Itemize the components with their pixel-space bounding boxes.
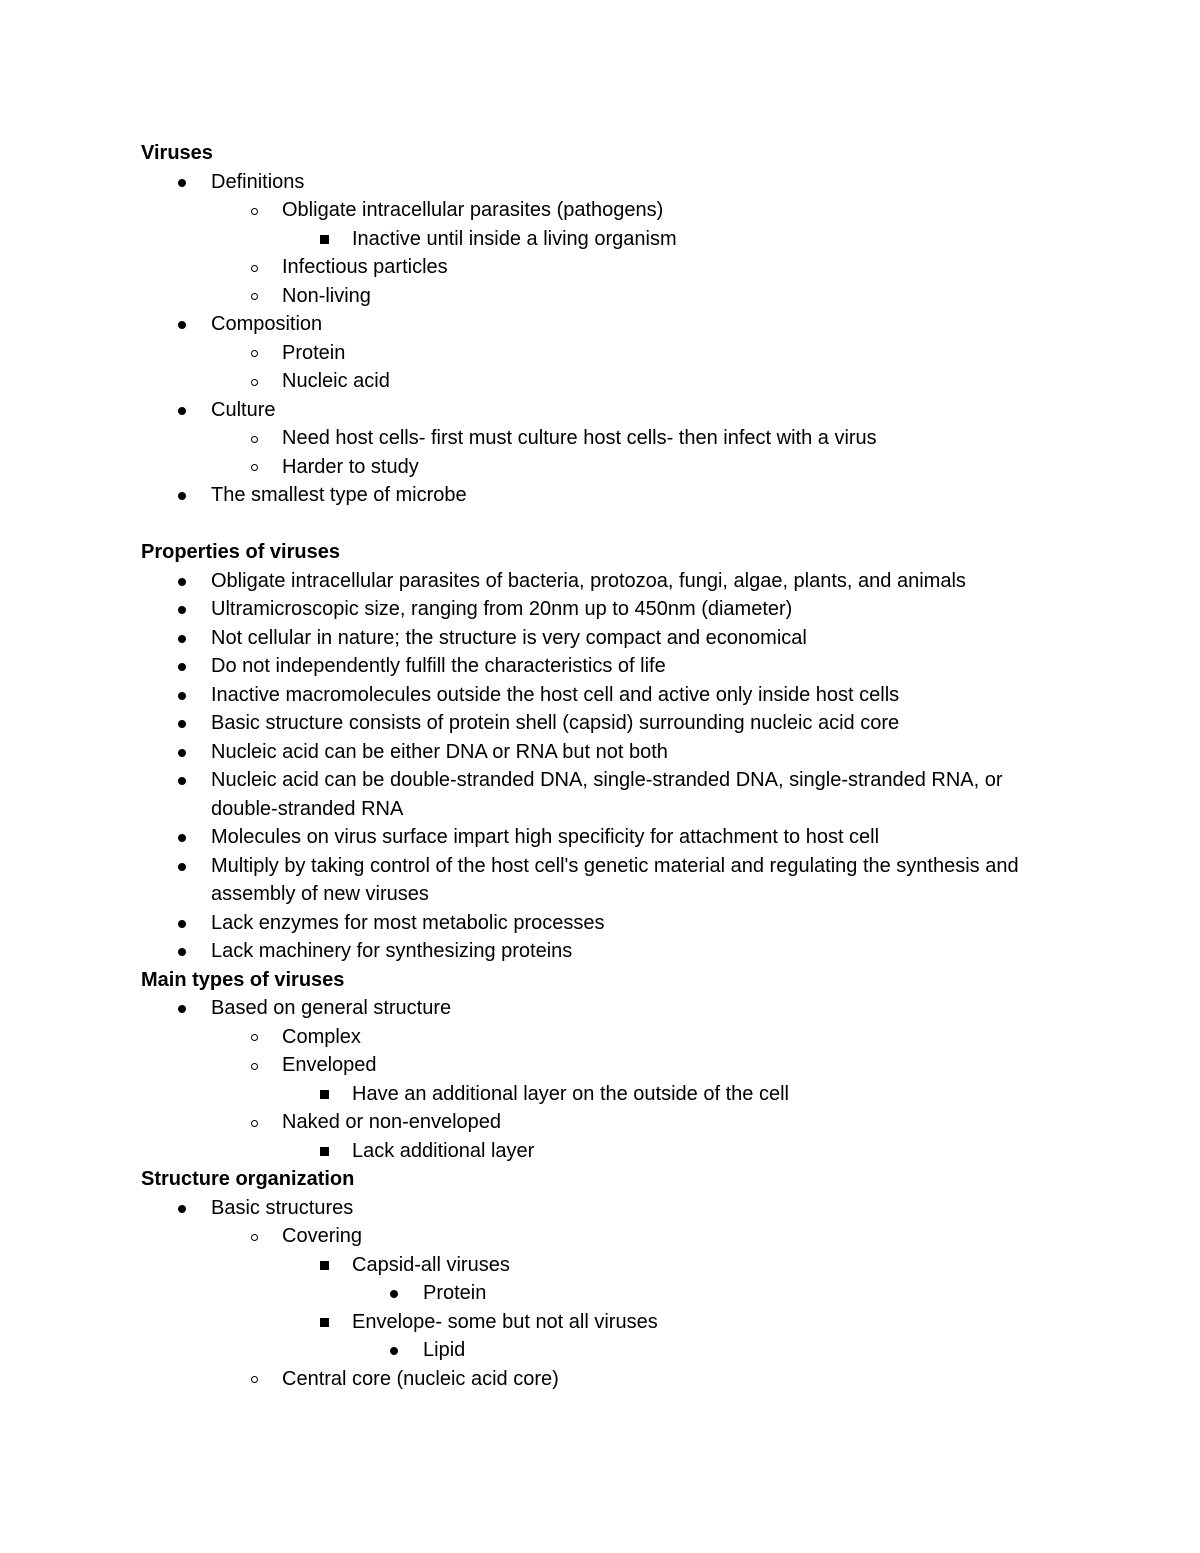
bullet-circle-icon bbox=[244, 1051, 264, 1080]
list-item bbox=[141, 595, 1061, 624]
bullet-dot-icon bbox=[172, 766, 192, 795]
section-spacer bbox=[141, 510, 1061, 539]
list-item-text: Lack machinery for synthesizing proteins bbox=[211, 940, 573, 962]
list-item-text: Basic structures bbox=[211, 1196, 354, 1219]
bullet-circle-icon bbox=[244, 1222, 264, 1251]
list-item bbox=[141, 1279, 1061, 1308]
list-item bbox=[141, 1051, 1061, 1080]
list-item-text: Non-living bbox=[282, 284, 371, 307]
bullet-square-icon bbox=[314, 225, 334, 254]
list-item bbox=[141, 994, 1061, 1023]
list-item bbox=[141, 1137, 1061, 1166]
list-item bbox=[141, 168, 1061, 197]
bullet-dot-icon bbox=[172, 481, 192, 510]
list-item bbox=[141, 1365, 1061, 1394]
list-item-text: Naked or non-enveloped bbox=[282, 1111, 502, 1133]
bullet-dot-icon bbox=[172, 624, 192, 653]
bullet-circle-icon bbox=[244, 1365, 264, 1394]
list-item bbox=[141, 709, 1061, 738]
list-item bbox=[141, 681, 1061, 710]
list-item-text: Basic structure consists of protein shell (capsid) surrounding nucleic acid core bbox=[211, 712, 900, 734]
list-item-text: Ultramicroscopic size, ranging from 20nm up to 450nm (diameter) bbox=[211, 598, 793, 620]
bullet-circle-icon bbox=[244, 282, 264, 311]
bullet-dot-icon bbox=[172, 1194, 192, 1223]
bullet-dot-icon bbox=[172, 168, 192, 197]
list-item bbox=[141, 652, 1061, 681]
section-heading: Viruses bbox=[141, 142, 213, 164]
bullet-circle-icon bbox=[244, 424, 264, 453]
list-item-text: Not cellular in nature; the structure is very compact and economical bbox=[211, 626, 807, 649]
list-item-text: Enveloped bbox=[282, 1054, 377, 1076]
list-item-text: Have an additional layer on the outside of the cell bbox=[352, 1082, 789, 1105]
section-heading: Structure organization bbox=[141, 1168, 355, 1190]
list-item-text: Definitions bbox=[211, 170, 305, 193]
bullet-dot-icon bbox=[172, 738, 192, 767]
bullet-dot-icon bbox=[172, 310, 192, 339]
section-heading: Properties of viruses bbox=[141, 541, 340, 563]
list-item bbox=[141, 1108, 1061, 1137]
bullet-circle-icon bbox=[244, 367, 264, 396]
list-item-text: Complex bbox=[282, 1025, 361, 1048]
list-item bbox=[141, 196, 1061, 225]
list-item bbox=[141, 1194, 1061, 1223]
list-item-text: Envelope- some but not all viruses bbox=[352, 1310, 658, 1333]
list-item-text: Protein bbox=[423, 1282, 487, 1304]
list-item-text: Nucleic acid bbox=[282, 370, 390, 392]
bullet-square-icon bbox=[314, 1308, 334, 1337]
bullet-dot-icon bbox=[172, 937, 192, 966]
list-item-text: Composition bbox=[211, 313, 323, 335]
bullet-dot-icon bbox=[172, 652, 192, 681]
list-item bbox=[141, 937, 1061, 966]
list-item bbox=[141, 1308, 1061, 1337]
list-item-text: Infectious particles bbox=[282, 256, 448, 278]
bullet-dot-icon bbox=[384, 1336, 404, 1365]
list-item-text: Central core (nucleic acid core) bbox=[282, 1367, 559, 1390]
list-item bbox=[141, 738, 1061, 767]
list-item-text: Nucleic acid can be double-stranded DNA, single-stranded DNA, single-stranded RNA, or double-stranded RNA bbox=[211, 769, 1003, 820]
list-item-text: Based on general structure bbox=[211, 997, 452, 1019]
section-heading: Main types of viruses bbox=[141, 968, 345, 991]
list-item-text: Lack enzymes for most metabolic processes bbox=[211, 911, 605, 934]
list-item bbox=[141, 225, 1061, 254]
bullet-circle-icon bbox=[244, 339, 264, 368]
list-item bbox=[141, 453, 1061, 482]
bullet-dot-icon bbox=[172, 681, 192, 710]
list-item bbox=[141, 1023, 1061, 1052]
bullet-dot-icon bbox=[172, 909, 192, 938]
list-item-text: Obligate intracellular parasites (pathogens) bbox=[282, 199, 664, 221]
list-item bbox=[141, 624, 1061, 653]
bullet-dot-icon bbox=[172, 823, 192, 852]
bullet-dot-icon bbox=[172, 852, 192, 881]
list-item bbox=[141, 424, 1061, 453]
list-item-text: Harder to study bbox=[282, 455, 419, 478]
list-item bbox=[141, 1080, 1061, 1109]
bullet-dot-icon bbox=[172, 994, 192, 1023]
list-item bbox=[141, 1336, 1061, 1365]
list-item bbox=[141, 1222, 1061, 1251]
list-item-text: Nucleic acid can be either DNA or RNA but not both bbox=[211, 740, 668, 763]
list-item bbox=[141, 310, 1061, 339]
list-item bbox=[141, 396, 1061, 425]
list-item bbox=[141, 567, 1061, 596]
list-item bbox=[141, 1251, 1061, 1280]
bullet-circle-icon bbox=[244, 453, 264, 482]
list-item-text: The smallest type of microbe bbox=[211, 484, 467, 506]
list-item-text: Covering bbox=[282, 1225, 363, 1247]
bullet-dot-icon bbox=[172, 595, 192, 624]
list-item bbox=[141, 282, 1061, 311]
bullet-circle-icon bbox=[244, 1023, 264, 1052]
bullet-dot-icon bbox=[172, 709, 192, 738]
document-page bbox=[141, 139, 1061, 1393]
bullet-dot-icon bbox=[172, 567, 192, 596]
bullet-square-icon bbox=[314, 1251, 334, 1280]
list-item bbox=[141, 339, 1061, 368]
list-item-text: Culture bbox=[211, 398, 276, 421]
bullet-square-icon bbox=[314, 1080, 334, 1109]
bullet-square-icon bbox=[314, 1137, 334, 1166]
list-item bbox=[141, 481, 1061, 510]
list-item-text: Obligate intracellular parasites of bacteria, protozoa, fungi, algae, plants, and animals bbox=[211, 569, 966, 592]
list-item bbox=[141, 852, 1061, 909]
list-item-text: Inactive macromolecules outside the host cell and active only inside host cells bbox=[211, 683, 900, 706]
list-item bbox=[141, 766, 1061, 823]
list-item-text: Need host cells- first must culture host cells- then infect with a virus bbox=[282, 427, 877, 449]
list-item bbox=[141, 909, 1061, 938]
list-item-text: Do not independently fulfill the characteristics of life bbox=[211, 655, 666, 677]
list-item-text: Lack additional layer bbox=[352, 1139, 535, 1162]
list-item-text: Capsid-all viruses bbox=[352, 1253, 510, 1276]
list-item bbox=[141, 823, 1061, 852]
list-item bbox=[141, 253, 1061, 282]
bullet-dot-icon bbox=[384, 1279, 404, 1308]
list-item-text: Inactive until inside a living organism bbox=[352, 227, 677, 250]
list-item-text: Molecules on virus surface impart high specificity for attachment to host cell bbox=[211, 826, 880, 848]
list-item bbox=[141, 367, 1061, 396]
bullet-circle-icon bbox=[244, 196, 264, 225]
bullet-dot-icon bbox=[172, 396, 192, 425]
list-item-text: Multiply by taking control of the host cell's genetic material and regulating the synthesis and assembly of new viruses bbox=[211, 854, 1019, 905]
list-item-text: Protein bbox=[282, 341, 346, 364]
list-item-text: Lipid bbox=[423, 1339, 466, 1361]
bullet-circle-icon bbox=[244, 253, 264, 282]
bullet-circle-icon bbox=[244, 1108, 264, 1137]
